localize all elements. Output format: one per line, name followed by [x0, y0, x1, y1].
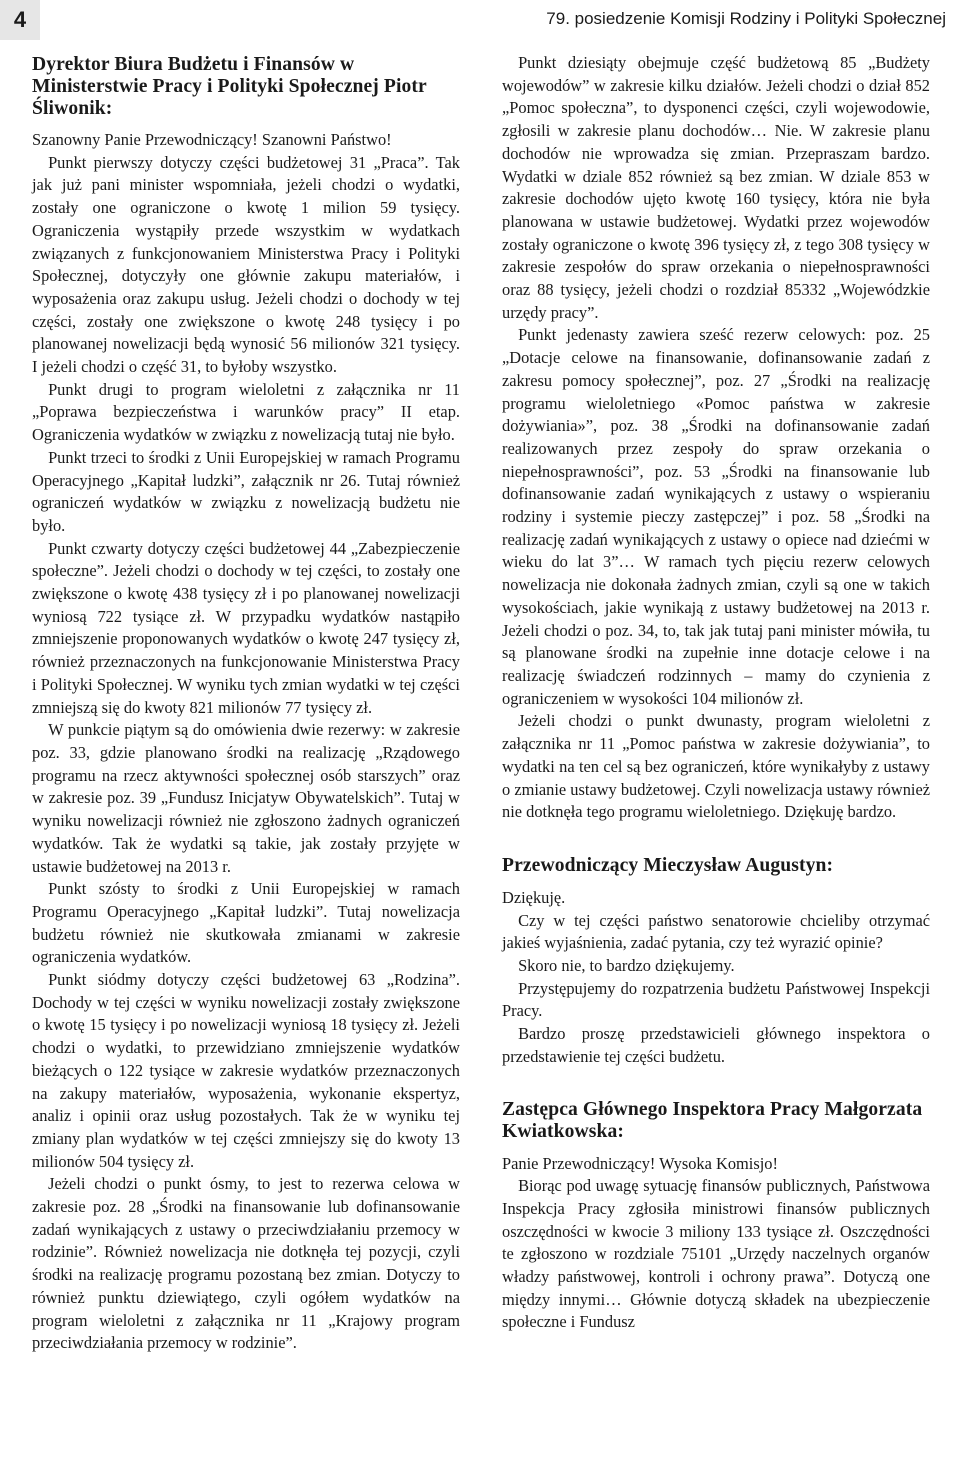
paragraph: Biorąc pod uwagę sytuację finansów publicznych, Państwowa Inspekcja Pracy zgłosiła ministrowi finansów publicznych oszczędności w kwocie 3 miliony 133 tysiące zł. Oszczędności te zgłoszono w rozdziale 75101 „Urzędy naczelnych organów władzy państwowej, kontroli i ochrony prawa”. Dotyczą one między innymi… Głównie dotyczą składek na ubezpieczenie społeczne i Fundusz — [502, 1176, 930, 1332]
page-header — [0, 0, 960, 40]
paragraph: Bardzo proszę przedstawicieli głównego inspektora o przedstawienie tej części budżetu. — [502, 1024, 930, 1066]
left-column — [32, 52, 460, 1355]
paragraph: Punkt jedenasty zawiera sześć rezerw celowych: poz. 25 „Dotacje celowe na finansowanie, dofinansowanie zadań z zakresu pomocy społecznej”, poz. 27 „Środki na realizację programu wieloletniego «Pomoc państwa w zakresie dożywiania»”, poz. 38 „Środki na dofinansowanie zadań realizowanych przez zespoły do spraw orzekania o niepełnosprawności”, poz. 53 „Środki na finansowanie lub dofinansowanie zadań wynikających z ustawy o wspieraniu rodziny i systemie pieczy zastępczej” i poz. 58 „Środki na realizację zadań wynikających z ustawy o opiece nad dziećmi w wieku do lat 3”… W ramach tych pięciu rezerw celowych nowelizacja nie dokonała żadnych zmian, czyli są one w takich wysokościach, jakie wynikają z ustawy budżetowej na 2013 r. Jeżeli chodzi o poz. 34, to, tak jak tutaj pani minister mówiła, tu są planowane środki na zupełnie inne dotacje celowe i na realizację świadczeń rodzinnych – mamy do czynienia z ograniczeniem w wysokości 104 milionów zł. — [502, 325, 930, 708]
paragraph: W punkcie piątym są do omówienia dwie rezerwy: w zakresie poz. 33, gdzie planowano środki na realizację „Rządowego programu na rzecz aktywności społecznej osób starszych” oraz w zakresie poz. 39 „Fundusz Inicjatyw Obywatelskich”. Tutaj w wyniku nowelizacji również nie zgłoszono żadnych ograniczeń wydatków. Tak że wydatki są takie, jak zostały przyjęte w ustawie budżetowej na 2013 r. — [32, 720, 460, 876]
paragraph: Punkt siódmy dotyczy części budżetowej 63 „Rodzina”. Dochody w tej części w wyniku nowelizacji zostały zwiększone o kwotę 15 tysięcy i po nowelizacji wyniosą 18 tysięcy zł. Jeżeli chodzi o wydatki, to przewidziano zmniejszenie wydatków bieżących o 122 tysiące w zakresie wydatków przeznaczonych na zakupy materiałów, wyposażenia, wykonanie ekspertyz, analiz i opinii oraz usług pozostałych. Tak że w wyniku tej zmiany plan wydatków w tej części zmniejszy się do kwoty 13 milionów 504 tysięcy zł. — [32, 970, 460, 1171]
paragraph: Punkt czwarty dotyczy części budżetowej 44 „Zabezpieczenie społeczne”. Jeżeli chodzi o dochody w tej części, to zostały one zwiększone o kwotę 438 tysięcy zł i po planowanej nowelizacji wyniosą 722 tysiące zł. W przypadku wydatków nastąpiło zmniejszenie proponowanych wydatków o kwotę 247 tysięcy zł, również przeznaczonych na funkcjonowanie Ministerstwa Pracy i Polityki Społecznej. W wyniku tych zmian wydatki w tej części zmniejszą się do kwoty 821 milionów 77 tysięcy zł. — [32, 538, 460, 717]
paragraph: Punkt dziesiąty obejmuje część budżetową 85 „Budżety wojewodów” w zakresie kilku działów. Jeżeli chodzi o dział 852 „Pomoc społeczna”, to dysponenci części, czyli wojewodowie, zgłosili w zakresie planu dochodów… Nie. W zakresie planu dochodów nie wprowadza się zmian. Przepraszam bardzo. Wydatki w dziale 852 również są bez zmian. W dziale 853 w zakresie dochodów ujęto kwotę 160 tysięcy, która nie była planowana w ustawie budżetowej. Wydatki przez wojewodów zostały ograniczone o kwotę 396 tysięcy zł, z tego 308 tysięcy w zakresie zespołów do spraw orzekania o niepełnosprawności oraz 88 tysięcy, jeżeli chodzi o rozdział 85332 „Wojewódzkie urzędy pracy”. — [502, 53, 930, 322]
speaker-heading-deputy-inspector: Zastępca Głównego Inspektora Pracy Małgorzata Kwiatkowska: — [502, 1098, 923, 1142]
paragraph: Punkt pierwszy dotyczy części budżetowej 31 „Praca”. Tak jak już pani minister wspomniała, jeżeli chodzi o wydatki, zostały one ograniczone o kwotę 1 milion 59 tysięcy. Ograniczenia wystąpiły przede wszystkim w wydatkach związanych z funkcjonowaniem Ministerstwa Pracy i Polityki Społecznej, dotyczyły one głównie zakupu materiałów, i wyposażenia oraz zakupu usług. Jeżeli chodzi o dochody w tej części, zostały one zwiększone o kwotę 248 tysięcy i po planowanej nowelizacji będą wynosić 56 milionów 321 tysięcy. I jeżeli chodzi o część 31, to byłoby wszystko. — [32, 152, 460, 377]
right-column — [502, 52, 930, 1334]
paragraph: Szanowny Panie Przewodniczący! Szanowni Państwo! — [32, 130, 392, 149]
speaker-heading-chair: Przewodniczący Mieczysław Augustyn: — [502, 854, 834, 876]
paragraph: Jeżeli chodzi o punkt ósmy, to jest to rezerwa celowa w zakresie poz. 28 „Środki na finansowanie lub dofinansowanie zadań wynikających z ustawy o przeciwdziałaniu przemocy w rodzinie”. Również nowelizacja nie dotknęła tej pozycji, czyli środki na realizację programu pozostaną bez zmian. Dotyczy to również punktu dziewiątego, czyli ogółem wydatków na program wieloletni z załącznika nr 11 „Krajowy program przeciwdziałania przemocy w rodzinie”. — [32, 1174, 460, 1353]
paragraph: Punkt drugi to program wieloletni z załącznika nr 11 „Poprawa bezpieczeństwa i warunków pracy” II etap. Ograniczenia wydatków w związku z nowelizacją tutaj nie było. — [32, 379, 460, 445]
paragraph: Punkt trzeci to środki z Unii Europejskiej w ramach Programu Operacyjnego „Kapitał ludzki”, załącznik nr 26. Tutaj również ograniczeń wydatków w związku z nowelizacją budżetu nie było. — [32, 447, 460, 535]
paragraph: Przystępujemy do rozpatrzenia budżetu Państwowej Inspekcji Pracy. — [502, 978, 930, 1021]
speaker-heading-director: Dyrektor Biura Budżetu i Finansów w Ministerstwie Pracy i Polityki Społecznej Piotr Śliwonik: — [32, 54, 427, 119]
page-number: 4 — [0, 0, 40, 40]
paragraph: Dziękuję. — [502, 887, 566, 907]
paragraph: Jeżeli chodzi o punkt dwunasty, program wieloletni z załącznika nr 11 „Pomoc państwa w zakresie dożywiania”, to wydatki na ten cel są bez ograniczeń, które wynikałyby z ustawy o zmianie ustawy budżetowej. Czyli nowelizacja ustawy również nie dotknęła tego programu wieloletniego. Dziękuję bardzo. — [502, 711, 930, 822]
paragraph: Czy w tej części państwo senatorowie chcieliby otrzymać jakieś wyjaśnienia, zadać pytania, czy też wyrazić opinie? — [502, 910, 930, 953]
paragraph: Panie Przewodniczący! Wysoka Komisjo! — [502, 1153, 778, 1173]
paragraph: Skoro nie, to bardzo dziękujemy. — [518, 956, 735, 976]
paragraph: Punkt szósty to środki z Unii Europejskiej w ramach Programu Operacyjnego „Kapitał ludzki”. Tutaj nowelizacja budżetu również nie skutkowała zmianami w zakresie ograniczenia wydatków. — [32, 879, 460, 967]
running-head: 79. posiedzenie Komisji Rodziny i Polityki Społecznej — [546, 9, 946, 28]
